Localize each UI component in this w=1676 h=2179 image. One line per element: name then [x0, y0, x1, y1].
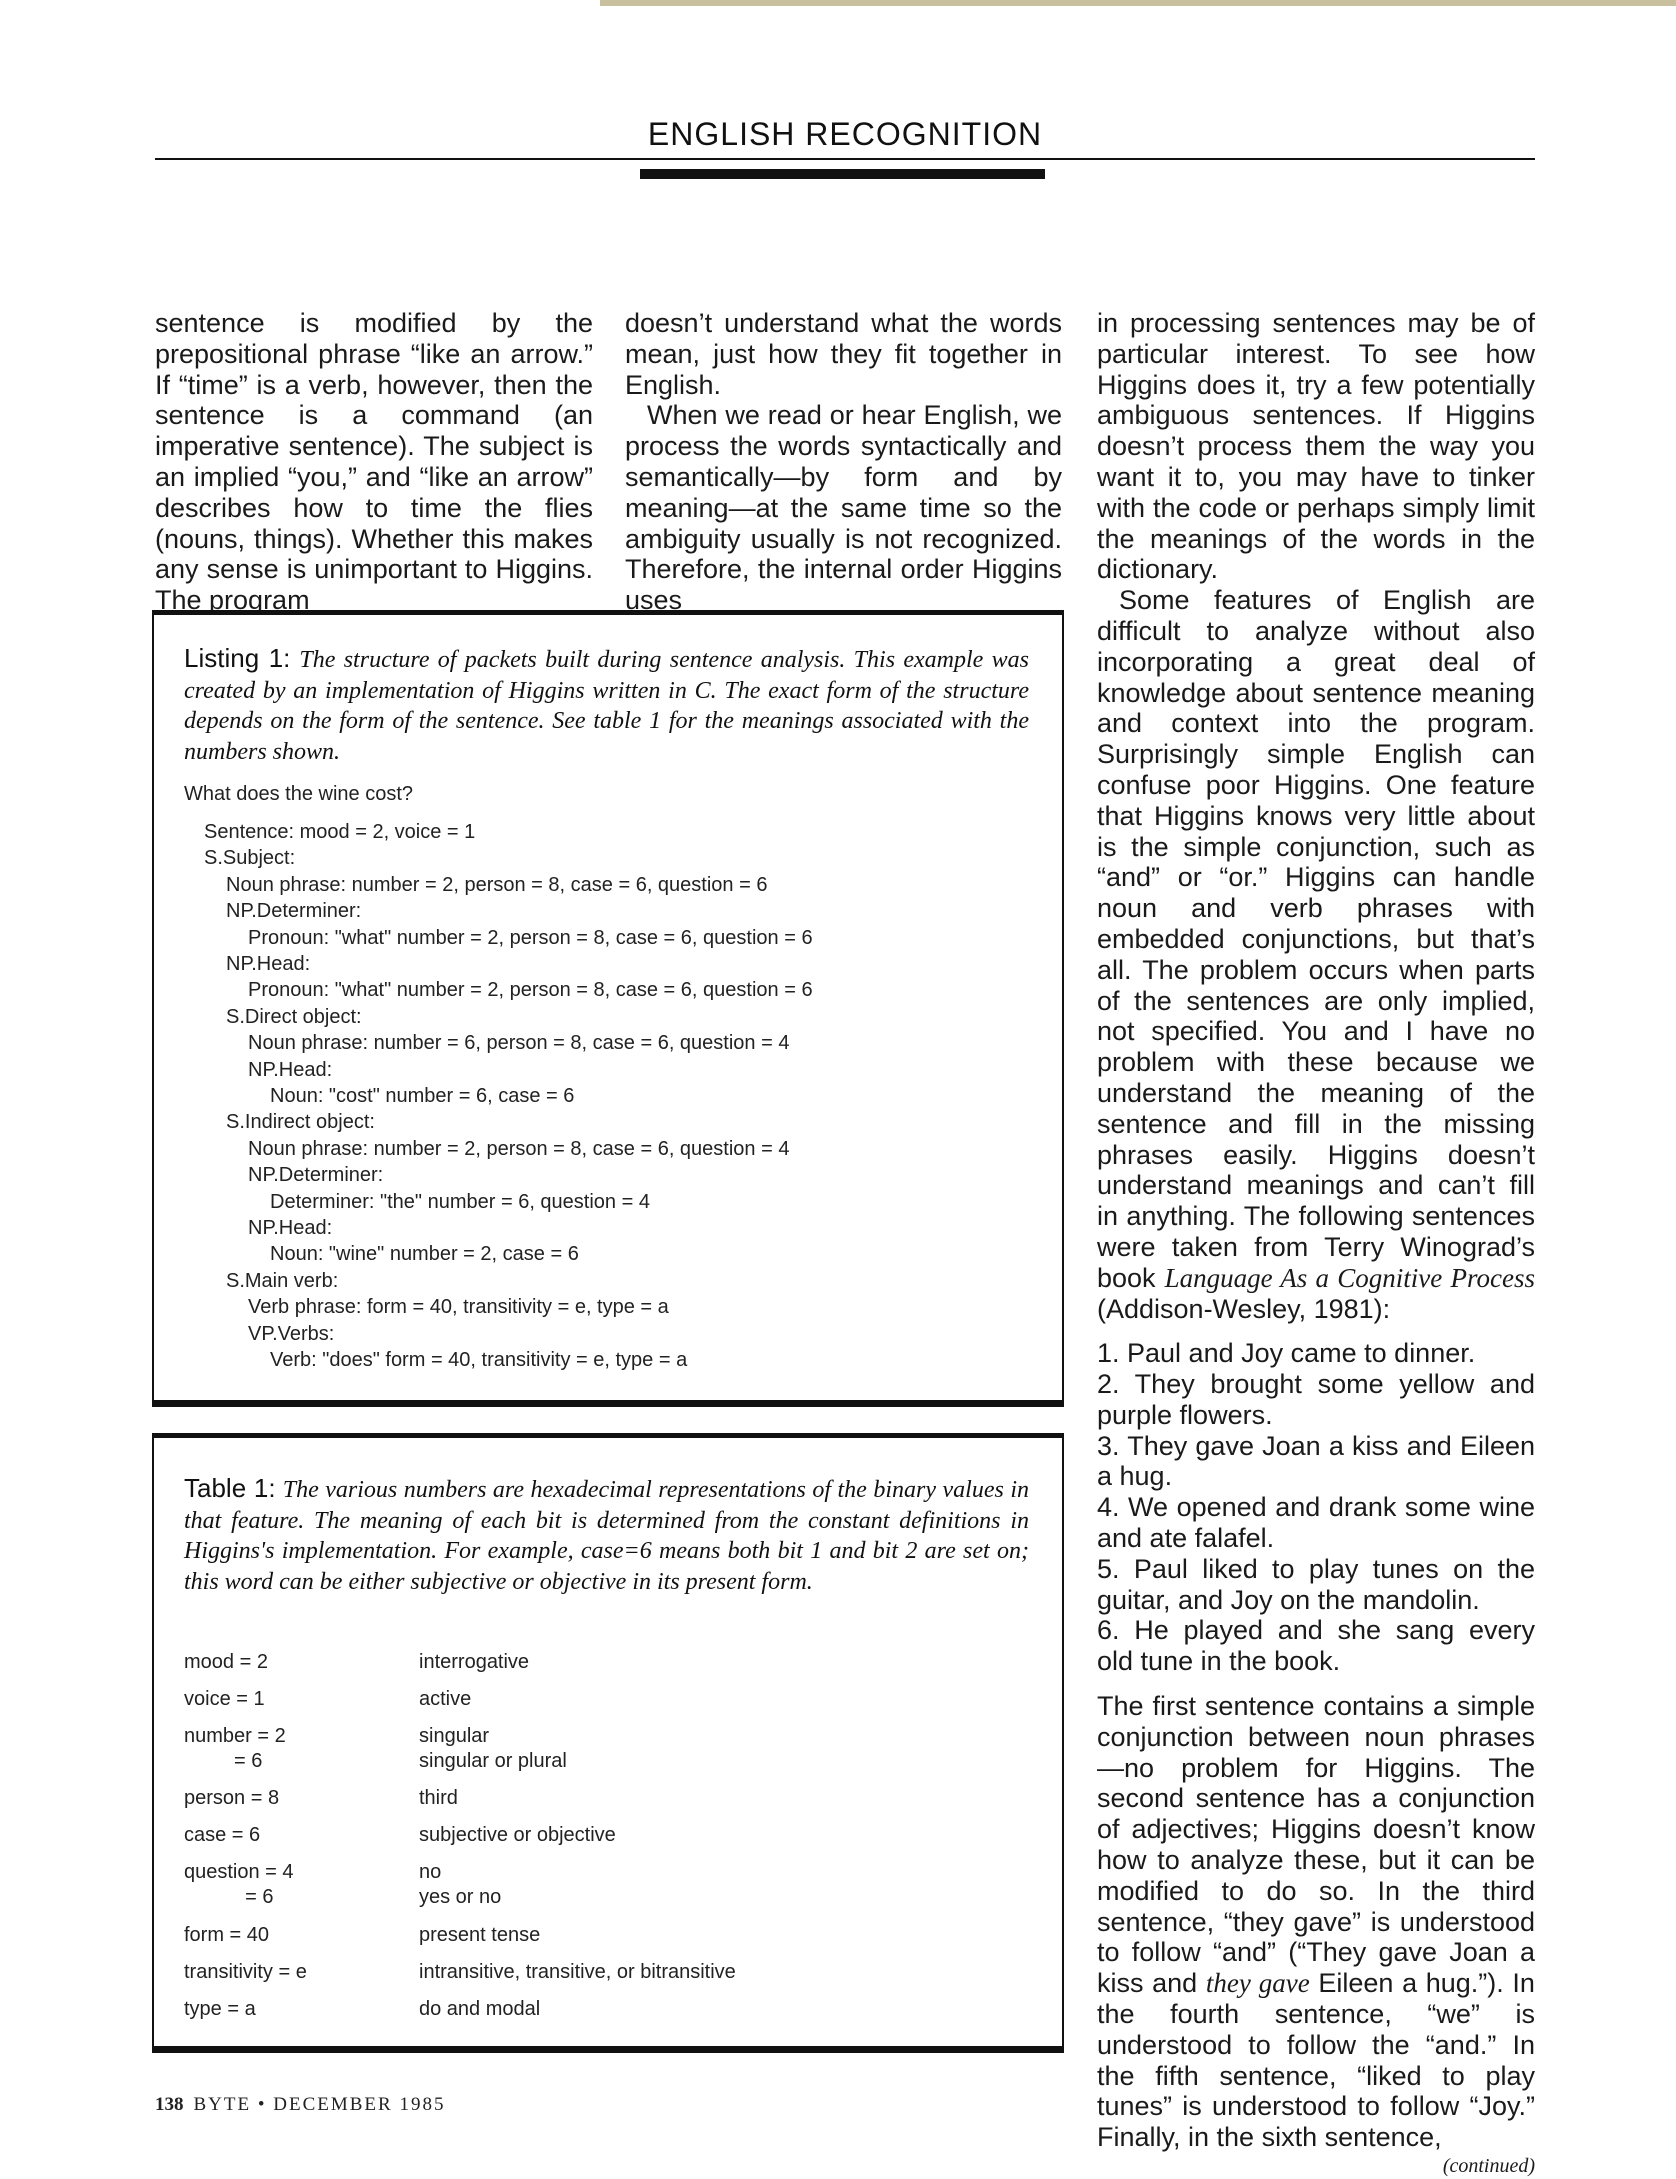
table-value: interrogative — [419, 1651, 530, 1673]
list-item: 1. Paul and Joy came to dinner. — [1097, 1338, 1476, 1369]
publisher-note: (Addison-Wesley, 1981): — [1097, 1293, 1391, 1324]
footer-text: BYTE • DECEMBER 1985 — [193, 2094, 446, 2115]
listing-line: Verb: "does" form = 40, transitivity = e, type = a — [270, 1349, 688, 1371]
table-value: present tense — [419, 1924, 541, 1946]
listing-line: S.Indirect object: — [226, 1111, 375, 1133]
table-value: subjective or objective — [419, 1824, 616, 1846]
table-value: intransitive, transitive, or bitransitive — [419, 1961, 736, 1983]
table-caption — [184, 1473, 1029, 1597]
listing-1-box — [152, 610, 1064, 1407]
list-item: 2. They brought some yellow and purple flowers. — [1097, 1369, 1535, 1430]
table-key: question = 4 = 6 — [184, 1861, 294, 1908]
column-1 — [155, 308, 593, 616]
column-1-text: sentence is modified by the prepositional phrase “like an arrow.” If “time” is a verb, however, then the sentence is a command (an imperative sentence). The subject is an implied “you,” and “like an arrow” describes how to time the flies (nouns, things). Whether this makes any sense is unimportant to Higgins. The program — [155, 308, 593, 616]
table-caption-text: The various numbers are hexadecimal representations of the binary values in that feature. The meaning of each bit is determined from the constant definitions in Higgins's implementation. For example, case=6 means both bit 1 and bit 2 are set on; this word can be either subjective or objective in its present form. — [184, 1477, 1029, 1595]
listing-line: Noun phrase: number = 2, person = 8, case = 6, question = 4 — [248, 1138, 790, 1160]
table-key: form = 40 — [184, 1924, 270, 1946]
column-2 — [625, 308, 1062, 616]
paragraph-2-text: Some features of English are difficult to analyze without also incorporating a great deal of knowledge about sentence meaning and context into the program. Surprisingly simple English can confuse poor Higgins. One feature that Higgins knows very little about is the simple conjunction, such as “and” or “or.” Higgins can handle noun and verb phrases with embedded conjunctions, but that’s all. The problem occurs when parts of the sentences are only implied, not specified. You and I have no problem with these because we understand the meaning of the sentence and fill in the missing phrases easily. Higgins doesn’t understand meanings and can’t fill in anything. The following sentences were taken from Terry Winograd’s book — [1097, 585, 1535, 1293]
example-sentence-list — [1097, 1338, 1535, 1677]
table-key: person = 8 — [184, 1787, 280, 1809]
table-value: active — [419, 1688, 472, 1710]
table-key: case = 6 — [184, 1824, 261, 1846]
continued-note: (continued) — [1442, 2155, 1535, 2178]
listing-caption-text: The structure of packets built during sentence analysis. This example was created by an implementation of Higgins written in C. The exact form of the structure depends on the form of the sentence. See table 1 for the meanings associated with the numbers shown. — [184, 647, 1029, 765]
listing-line: Pronoun: "what" number = 2, person = 8, case = 6, question = 6 — [248, 927, 813, 949]
listing-line: NP.Head: — [248, 1217, 333, 1239]
column-2-paragraph-2: When we read or hear English, we process the words syntactically and semantically—by form and by meaning—at the same time so the ambiguity usually is not recognized. Therefore, the internal order Higgins uses — [625, 400, 1062, 616]
listing-line: Sentence: mood = 2, voice = 1 — [204, 821, 476, 843]
table-value: singular singular or plural — [419, 1725, 567, 1772]
listing-line: Noun: "wine" number = 2, case = 6 — [270, 1243, 579, 1265]
listing-line: S.Main verb: — [226, 1270, 339, 1292]
column-3-paragraph-2 — [1097, 585, 1535, 1324]
page-number: 138 — [155, 2094, 184, 2115]
header-rule — [155, 158, 1535, 160]
table-key: transitivity = e — [184, 1961, 307, 1983]
listing-line: Pronoun: "what" number = 2, person = 8, case = 6, question = 6 — [248, 979, 813, 1001]
list-item: 5. Paul liked to play tunes on the guitar, and Joy on the mandolin. — [1097, 1553, 1535, 1615]
table-value: third — [419, 1787, 458, 1809]
column-3-paragraph-3 — [1097, 1691, 1535, 2153]
listing-label: Listing 1: — [184, 643, 291, 673]
column-3-paragraph-1: in processing sentences may be of particular interest. To see how Higgins does it, try a few potentially ambiguous sentences. If Higgins doesn’t process them the way you want it to, you may have to tinker with the code or perhaps simply limit the meanings of the words in the dictionary. — [1097, 308, 1535, 585]
listing-line: NP.Head: — [248, 1059, 333, 1081]
listing-line: Noun phrase: number = 2, person = 8, case = 6, question = 6 — [226, 874, 768, 896]
table-key: mood = 2 — [184, 1651, 268, 1673]
table-value: do and modal — [419, 1998, 541, 2020]
column-3 — [1097, 308, 1535, 2179]
listing-line: Verb phrase: form = 40, transitivity = e, type = a — [248, 1296, 669, 1318]
header-accent-bar — [640, 169, 1045, 179]
listing-line: NP.Determiner: — [226, 900, 362, 922]
listing-line: NP.Determiner: — [248, 1164, 384, 1186]
table-value: no yes or no — [419, 1861, 502, 1908]
listing-line: NP.Head: — [226, 953, 311, 975]
listing-line: Determiner: "the" number = 6, question = 4 — [270, 1191, 650, 1213]
table-key: number = 2 = 6 — [184, 1725, 286, 1772]
table-label: Table 1: — [184, 1473, 276, 1503]
table-1-box — [152, 1433, 1064, 2053]
listing-question: What does the wine cost? — [184, 783, 414, 805]
page-footer — [155, 2094, 445, 2116]
table-key: type = a — [184, 1998, 256, 2020]
list-item: 3. They gave Joan a kiss and Eileen a hug. — [1097, 1430, 1535, 1492]
list-item: 4. We opened and drank some wine and ate falafel. — [1097, 1492, 1535, 1554]
column-2-paragraph-1: doesn’t understand what the words mean, just how they fit together in English. — [625, 308, 1062, 400]
book-title: Language As a Cognitive Process — [1164, 1262, 1535, 1293]
listing-line: Noun: "cost" number = 6, case = 6 — [270, 1085, 575, 1107]
listing-caption — [184, 643, 1029, 767]
italic-phrase: they gave — [1205, 1968, 1310, 1999]
listing-line: S.Direct object: — [226, 1006, 362, 1028]
table-key: voice = 1 — [184, 1688, 265, 1710]
listing-line: VP.Verbs: — [248, 1323, 335, 1345]
page-header: ENGLISH RECOGNITION — [647, 116, 1043, 152]
listing-line: Noun phrase: number = 6, person = 8, case = 6, question = 4 — [248, 1032, 790, 1054]
listing-line: S.Subject: — [204, 847, 296, 869]
paragraph-3-text: The first sentence contains a simple conjunction between noun phrases—no problem for Higgins. The second sentence has a conjunction of adjectives; Higgins doesn’t know how to analyze these, but it can be modified to do so. In the third sentence, “they gave” is understood to follow “and” (“They gave Joan a kiss and — [1097, 1691, 1535, 1999]
list-item: 6. He played and she sang every old tune in the book. — [1097, 1615, 1535, 1677]
paragraph-3-text-end: Eileen a hug.”). In the fourth sentence, “we” is understood to follow the “and.” In the fifth sentence, “liked to play tunes” is understood to follow “Joy.” Finally, in the sixth sentence, — [1097, 1968, 1535, 2153]
top-edge-bar — [600, 0, 1676, 6]
